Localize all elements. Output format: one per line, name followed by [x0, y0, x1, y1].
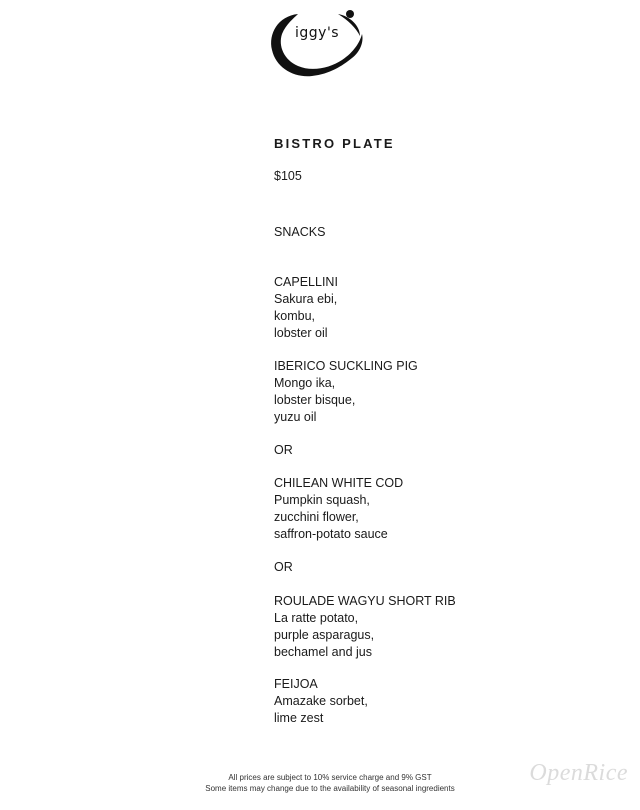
section-heading-snacks: SNACKS [274, 225, 326, 239]
course-name: FEIJOA [274, 677, 318, 691]
or-separator: OR [274, 443, 293, 457]
menu-price: $105 [274, 169, 302, 183]
logo-ring-icon [268, 8, 368, 80]
course-ingredient: zucchini flower, [274, 510, 359, 524]
course-name: CHILEAN WHITE COD [274, 476, 404, 490]
course-ingredient: Pumpkin squash, [274, 493, 370, 507]
course-ingredient: saffron-potato sauce [274, 527, 388, 541]
footer-line-service-charge: All prices are subject to 10% service charge and 9% GST [228, 773, 432, 782]
course-ingredient: La ratte potato, [274, 611, 359, 625]
course-name: ROULADE WAGYU SHORT RIB [274, 594, 456, 608]
logo-text: iggy's [295, 25, 340, 41]
menu-title: BISTRO PLATE [274, 136, 395, 151]
course-ingredient: lobster bisque, [274, 393, 356, 407]
course-name: CAPELLINI [274, 275, 338, 289]
course-name: IBERICO SUCKLING PIG [274, 359, 418, 373]
course-ingredient: lime zest [274, 711, 324, 725]
course-ingredient: kombu, [274, 309, 315, 323]
course-ingredient: lobster oil [274, 326, 328, 340]
watermark: OpenRice [529, 760, 628, 786]
course-ingredient: yuzu oil [274, 410, 317, 424]
footer-line-seasonal: Some items may change due to the availability of seasonal ingredients [205, 784, 455, 793]
course-ingredient: Mongo ika, [274, 376, 336, 390]
course-ingredient: purple asparagus, [274, 628, 375, 642]
restaurant-logo [268, 8, 368, 80]
course-ingredient: Sakura ebi, [274, 292, 338, 306]
course-ingredient: bechamel and jus [274, 645, 372, 659]
or-separator: OR [274, 560, 293, 574]
course-ingredient: Amazake sorbet, [274, 694, 368, 708]
